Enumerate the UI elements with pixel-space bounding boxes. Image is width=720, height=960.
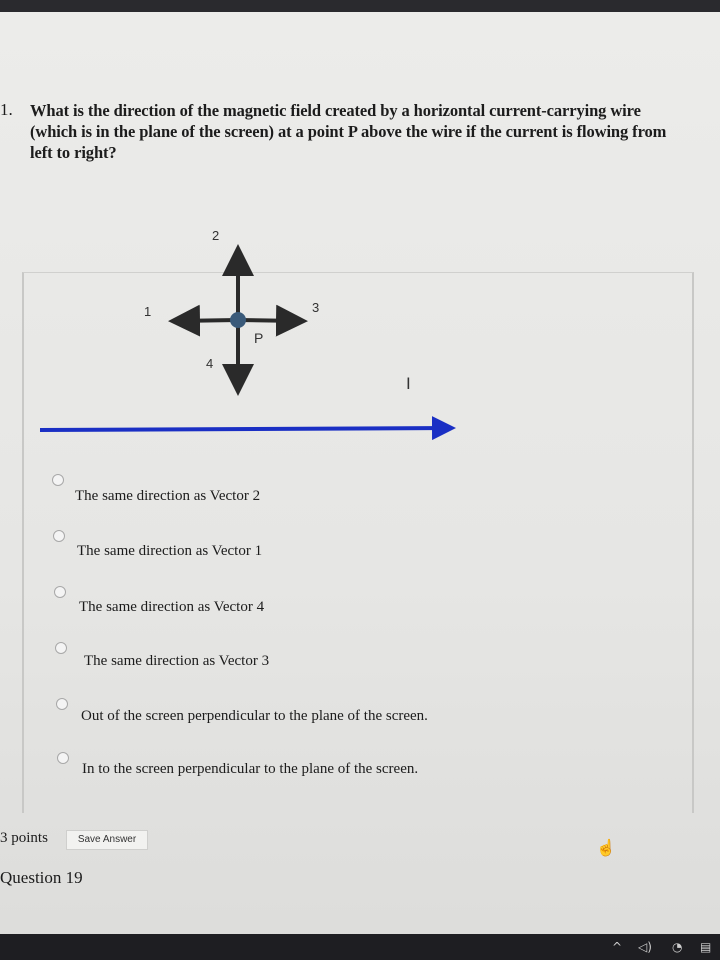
choice-label: The same direction as Vector 4 bbox=[79, 599, 265, 615]
choice-vector-3[interactable] bbox=[0, 638, 720, 678]
choice-vector-4[interactable] bbox=[0, 582, 720, 622]
choice-radio[interactable] bbox=[55, 642, 67, 654]
choice-radio[interactable] bbox=[52, 474, 64, 486]
choice-into-screen[interactable] bbox=[0, 748, 720, 788]
choice-label: The same direction as Vector 3 bbox=[84, 653, 270, 669]
points-value: 3 points bbox=[0, 830, 48, 846]
choice-label: The same direction as Vector 2 bbox=[75, 488, 261, 504]
choice-radio[interactable] bbox=[53, 530, 65, 542]
current-label: I bbox=[406, 374, 411, 393]
wifi-icon[interactable]: ◔ bbox=[672, 940, 683, 954]
choice-label: In to the screen perpendicular to the plane of the screen. bbox=[82, 761, 419, 777]
notification-icon[interactable]: ▤ bbox=[700, 940, 712, 954]
next-question-heading: Question 19 bbox=[0, 868, 83, 887]
choice-radio[interactable] bbox=[56, 698, 68, 710]
cursor-hand-icon: ☝ bbox=[596, 840, 616, 857]
vector-3-arrow bbox=[238, 320, 300, 321]
vector-4-label: 4 bbox=[206, 356, 214, 371]
point-p-label: P bbox=[254, 330, 264, 346]
save-answer-button[interactable]: Save Answer bbox=[66, 830, 148, 850]
choice-label: Out of the screen perpendicular to the plane of the screen. bbox=[81, 708, 428, 724]
vector-1-label: 1 bbox=[144, 304, 152, 319]
wire-current-arrow bbox=[40, 428, 452, 430]
choice-label: The same direction as Vector 1 bbox=[77, 543, 263, 559]
choice-vector-2[interactable] bbox=[0, 470, 720, 510]
point-p-dot bbox=[230, 312, 246, 328]
vector-2-label: 2 bbox=[212, 228, 220, 243]
choice-vector-1[interactable] bbox=[0, 526, 720, 566]
vector-3-label: 3 bbox=[312, 300, 320, 315]
vector-diagram bbox=[0, 0, 720, 460]
choice-radio[interactable] bbox=[57, 752, 69, 764]
question-text: What is the direction of the magnetic field created by a horizontal current-carrying wire (which is in the plane of the screen) at a point P above the wire if the current is flowing from left to right? bbox=[30, 101, 667, 162]
choice-out-of-screen[interactable] bbox=[0, 694, 720, 734]
volume-icon[interactable]: ◁) bbox=[638, 940, 652, 954]
question-number: 1. bbox=[0, 100, 13, 119]
vector-1-arrow bbox=[176, 320, 238, 321]
choice-radio[interactable] bbox=[54, 586, 66, 598]
chevron-up-icon[interactable]: ^ bbox=[612, 940, 623, 954]
